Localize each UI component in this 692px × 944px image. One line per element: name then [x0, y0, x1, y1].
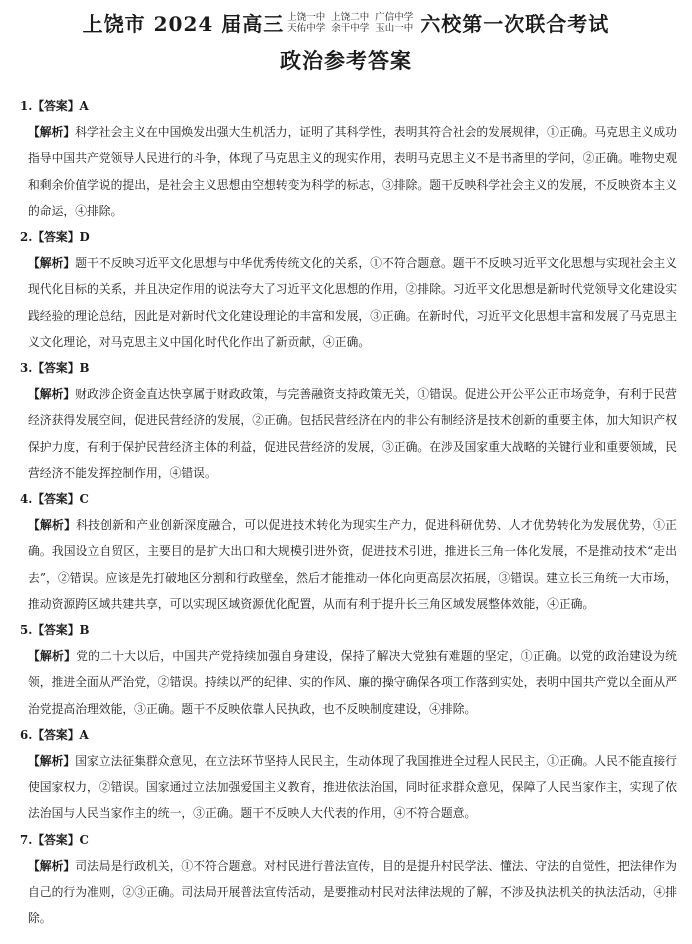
- answer-line: [14, 93, 679, 119]
- question-number: 2.: [20, 230, 33, 245]
- analysis-paragraph: [14, 381, 679, 486]
- question-number: 7.: [20, 832, 33, 847]
- school-group-1: [287, 12, 325, 34]
- analysis-paragraph: [14, 119, 679, 224]
- analysis-label: 【解析】: [28, 256, 76, 271]
- question-number: 5.: [20, 623, 33, 638]
- school-group-2: [331, 12, 369, 34]
- question-number: 6.: [20, 727, 33, 742]
- analysis-paragraph: [14, 853, 679, 932]
- answer-label: 【答案】B: [32, 623, 90, 638]
- header-title-right: 六校第一次联合考试: [420, 12, 610, 36]
- school-name: 上饶一中: [287, 11, 326, 23]
- school-name: 余干中学: [331, 22, 370, 34]
- answer-list: [14, 93, 679, 932]
- question-block: [14, 355, 679, 486]
- answer-line: [14, 486, 679, 512]
- analysis-label: 【解析】: [28, 754, 76, 769]
- question-block: [14, 224, 679, 355]
- header-title-left: 上饶市 2024 届高三: [82, 12, 285, 36]
- school-name: 玉山一中: [375, 22, 414, 34]
- analysis-text: 科学社会主义在中国焕发出强大生机活力，证明了其科学性，表明其符合社会的发展规律，①正确。马克思主义成功指导中国共产党领导人民进行的斗争，体现了马克思主义的现实作用，表明马克思主义不是书斋里的学问，②正确。唯物史观和剩余价值学说的提出，是社会主义思想由空想转变为科学的标志，③排除。题干反映科学社会主义的发展，不反映资本主义的命运，④排除。: [28, 125, 677, 218]
- school-name: 天佑中学: [287, 22, 326, 34]
- page-title: 政治参考答案: [280, 48, 412, 73]
- answer-line: [14, 617, 679, 643]
- analysis-paragraph: [14, 512, 679, 617]
- answer-label: 【答案】B: [32, 361, 90, 376]
- analysis-label: 【解析】: [28, 387, 76, 402]
- question-number: 3.: [20, 361, 33, 376]
- analysis-text: 党的二十大以后，中国共产党持续加强自身建设，保持了解决大党独有难题的坚定，①正确。以党的政治建设为统领，推进全面从严治党，②错误。持续以严的纪律、实的作风、廉的操守确保各项工作落到实处，表明中国共产党以全面从严治党提高治理效能，③正确。题干不反映依靠人民执政，也不反映制度建设，④排除。: [28, 649, 677, 716]
- answer-line: [14, 722, 679, 748]
- analysis-paragraph: [14, 748, 679, 827]
- question-block: [14, 486, 679, 617]
- analysis-paragraph: [14, 643, 679, 722]
- analysis-text: 题干不反映习近平文化思想与中华优秀传统文化的关系，①不符合题意。题干不反映习近平文化思想与实现社会主义现代化目标的关系，并且决定作用的说法夸大了习近平文化思想的作用，②排除。习近平文化思想是新时代党领导文化建设实践经验的理论总结，因此是对新时代文化建设理论的丰富和发展，③正确。在新时代，习近平文化思想丰富和发展了马克思主义文化理论，对马克思主义中国化时代化作出了新贡献，④正确。: [28, 256, 677, 349]
- analysis-text: 国家立法征集群众意见，在立法环节坚持人民民主，生动体现了我国推进全过程人民民主，①正确。人民不能直接行使国家权力，②错误。国家通过立法加强爱国主义教育，推进依法治国，同时征求群众意见，保障了人民当家作主，实现了依法治国与人民当家作主的统一，③正确。题干不反映人大代表的作用，④不符合题意。: [28, 754, 677, 821]
- analysis-label: 【解析】: [28, 649, 77, 664]
- answer-line: [14, 224, 679, 250]
- question-block: [14, 617, 679, 722]
- question-block: [14, 722, 679, 827]
- question-number: 1.: [20, 99, 33, 113]
- answer-line: [14, 827, 679, 853]
- school-name: 广信中学: [375, 11, 414, 23]
- analysis-label: 【解析】: [28, 125, 76, 140]
- answer-line: [14, 355, 679, 381]
- analysis-paragraph: [14, 250, 679, 355]
- analysis-label: 【解析】: [28, 858, 76, 873]
- question-number: 4.: [20, 492, 33, 507]
- answer-label: 【答案】C: [32, 492, 89, 507]
- question-block: [14, 827, 679, 932]
- answer-label: 【答案】C: [32, 832, 89, 847]
- analysis-text: 财政涉企资金直达快享属于财政政策，与完善融资支持政策无关，①错误。促进公开公平公正市场竞争，有利于民营经济获得发展空间，促进民营经济的发展，②正确。包括民营经济在内的非公有制经济是技术创新的重要主体，加大知识产权保护力度，有利于保护民营经济主体的利益，促进民营经济的发展，③正确。在涉及国家重大战略的关键行业和重要领域，民营经济不能发挥控制作用，④错误。: [28, 387, 677, 480]
- analysis-label: 【解析】: [28, 518, 77, 533]
- school-group-3: [375, 12, 413, 34]
- answer-label: 【答案】D: [32, 230, 90, 245]
- analysis-text: 司法局是行政机关，①不符合题意。对村民进行普法宣传，目的是提升村民学法、懂法、守法的自觉性，把法律作为自己的行为准则，②③正确。司法局开展普法宣传活动，是要推动村民对法律法规的了解，不涉及执法机关的执法活动，④排除。: [28, 858, 677, 926]
- answer-label: 【答案】A: [32, 727, 89, 742]
- answer-label: 【答案】A: [32, 99, 89, 113]
- question-block: [14, 93, 679, 224]
- school-name: 上饶二中: [331, 11, 370, 23]
- exam-header: [0, 8, 692, 37]
- analysis-text: 科技创新和产业创新深度融合，可以促进技术转化为现实生产力，促进科研优势、人才优势转化为发展优势，①正确。我国设立自贸区，主要目的是扩大出口和大规模引进外资，促进技术引进，推进长三角一体化发展，不是推动技术“走出去”，②错误。应该是先打破地区分割和行政壁垒，然后才能推动一体化向更高层次拓展，③错误。建立长三角统一大市场，推动资源跨区域共建共享，可以实现区域资源优化配置，从而有利于提升长三角区域发展整体效能，④正确。: [28, 518, 677, 611]
